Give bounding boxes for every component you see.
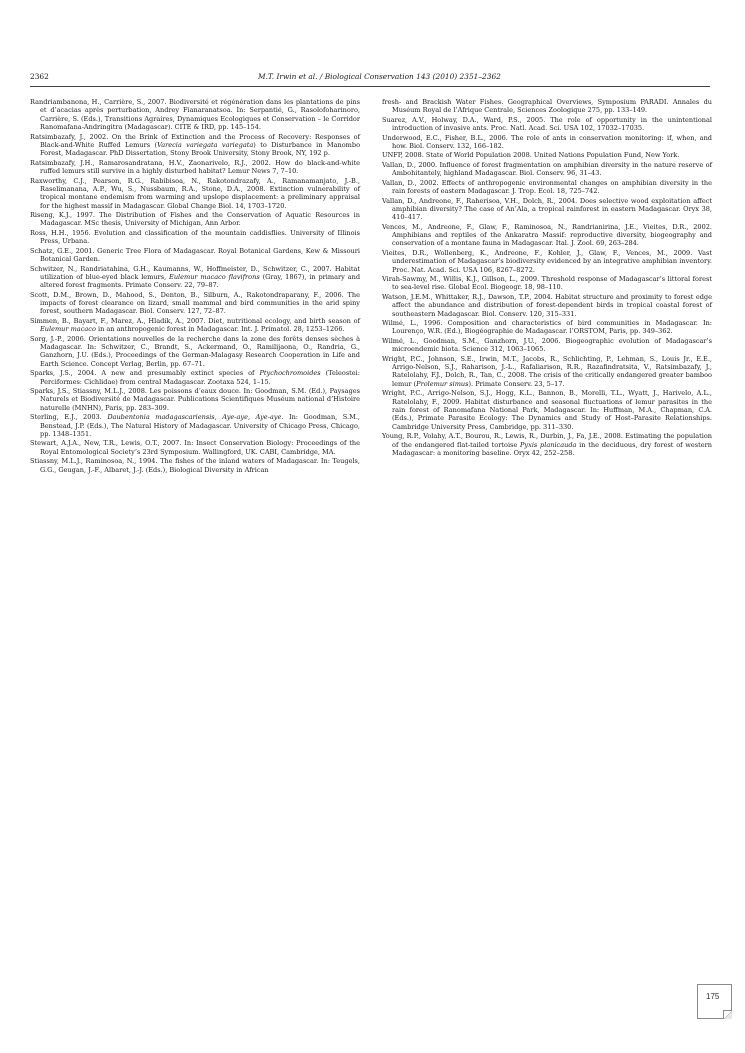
header-rule xyxy=(30,86,710,87)
reference-entry xyxy=(382,337,712,354)
reference-entry xyxy=(382,197,712,222)
reference-entry xyxy=(30,335,360,368)
reference-text: Riseng, K.J., 1997. The Distribution of Fishes and the Conservation of Aquatic Resources in Madagascar. MSc thesis, University of Michigan, Ann Arbor. xyxy=(30,211,360,228)
reference-text: Randriambanona, H., Carrière, S., 2007. Biodiversité et régénération dans les plantations de pins et d’acacias après perturbation, Andrey Fianaranatsoa. In: Serpantié, G., Rasolofoharinoro, Carrière, S. (Eds.), Transitions Agraires, Dynamiques Ecologiques et Conservation – le Corridor Ranomafana-Andringitra (Madagascar). CITE & IRD, pp. 145–154. xyxy=(30,98,360,132)
reference-text: Wilmé, L., Goodman, S.M., Ganzhorn, J.U., 2006. Biogeographic evolution of Madagascar’s microendemic biota. Science 312, 1063–1065. xyxy=(382,336,712,354)
reference-text: Stewart, A.J.A., New, T.R., Lewis, O.T., 2007. In: Insect Conservation Biology: Proceedings of the Royal Entomological Society’s 23rd Symposium. Wallingford, UK. CABI, Cambridge, MA. xyxy=(30,439,360,456)
reference-text-tail: in an anthropogenic forest in Madagascar. Int. J. Primatol. 28, 1253–1266. xyxy=(95,325,345,334)
reference-text: Sorg, J.-P., 2006. Orientations nouvelles de la recherche dans la zone des forêts denses sèches à Madagascar. In: Schwitzer, C., Brandt, S., Ackermand, O., Ramilijaona, O., Randria, G., Ganzhorn, J.U. (Eds.), Proceedings of the German-Malagasy Research Cooperation in Life and Earth Science. Concept Verlag, Berlin, pp. 67–71. xyxy=(30,334,360,368)
reference-text: Vallan, D., 2000. Influence of forest fragmentation on amphibian diversity in the nature reserve of Ambohitantely, highland Madagascar. Biol. Conserv. 96, 31–43. xyxy=(382,160,712,178)
reference-entry xyxy=(382,116,712,133)
reference-entry xyxy=(382,151,712,159)
reference-text: Ross, H.H., 1956. Evolution and classification of the mountain caddisflies. University of Illinois Press, Urbana. xyxy=(30,228,360,246)
reference-entry xyxy=(382,161,712,178)
reference-entry xyxy=(30,369,360,386)
reference-italic-text: Ptychochromoides xyxy=(259,369,321,378)
reference-text-tail: . In: Goodman, S.M., Benstead, J.P. (Eds.), The Natural History of Madagascar. University of Chicago Press, Chicago, pp. 1348–1351. xyxy=(40,413,360,438)
reference-text: Wright, P.C., Arrigo-Nelson, S.J., Hogg, K.L., Bannon, B., Morelli, T.L., Wyatt, J., Harivelo, A.L., Ratelolahy, F., 2009. Habitat disturbance and seasonal fluctuations of lemur parasites in the rain forest of Ranomafana National Park, Madagascar. In: Huffman, M.A., Chapman, C.A. (Eds.), Primate Parasite Ecology: The Dynamics and Study of Host–Parasite Relationships. Cambridge University Press, Cambridge, pp. 311–330. xyxy=(382,389,712,431)
reference-text: fresh- and Brackish Water Fishes. Geographical Overviews, Symposium PARADI. Annales du Muséum Royal de l’Afrique Centrale, Sciences Zoologique 275, pp. 133–149. xyxy=(382,98,712,115)
running-head: M.T. Irwin et al. / Biological Conservation 143 (2010) 2351–2362 xyxy=(258,72,501,81)
reference-text: Schwitzer, N., Randriatahina, G.H., Kaumanns, W., Hoffmeister, D., Schwitzer, C., 2007. Habitat utilization of blue-eyed black lemurs, xyxy=(30,264,360,281)
reference-text: UNFP, 2008. State of World Population 2008. United Nations Population Fund, New York. xyxy=(382,151,680,160)
page-stamp-number: 175 xyxy=(706,992,720,1001)
reference-text: Sparks, J.S., Stiassny, M.L.J., 2008. Les poissons d’eaux douce. In: Goodman, S.M. (Ed.), Paysages Naturels et Biodiversité de Madagascar. Publications Scientifiques Muséum national d’Histoire naturelle (MNHN), Paris, pp. 283–309. xyxy=(30,387,360,412)
reference-entry xyxy=(30,317,360,334)
reference-text: Suarez, A.V., Holway, D.A., Ward, P.S., 2005. The role of opportunity in the unintentional introduction of invasive ants. Proc. Natl. Acad. Sci. USA 102, 17032–17035. xyxy=(382,115,712,133)
reference-entry xyxy=(30,265,360,290)
reference-entry xyxy=(30,457,360,474)
reference-entry xyxy=(30,211,360,228)
reference-italic-text: Pyxis planicauda xyxy=(520,440,577,449)
reference-italic-text: Prolemur simus xyxy=(416,379,469,388)
reference-text-tail: (Gray, 1867), in primary and altered forest fragments. Primate Conserv. 22, 79–87. xyxy=(40,272,361,290)
reference-entry xyxy=(30,177,360,210)
reference-entry xyxy=(382,293,712,318)
reference-entry xyxy=(382,134,712,151)
reference-entry xyxy=(30,387,360,412)
reference-text: Vieites, D.R., Wollenberg, K., Andreone, F., Kohler, J., Glaw, F., Vences, M., 2009. Vast underestimation of Madagascar’s biodiversity evidenced by an integrative amphibian inventory. Proc. Nat. Acad. Sci. USA 106, 8267–8272. xyxy=(382,248,712,274)
reference-entry xyxy=(30,229,360,246)
reference-text: Simmen, B., Bayart, F., Marez, A., Hladik, A., 2007. Diet, nutritional ecology, and birth season of xyxy=(30,316,360,325)
reference-text: Stiassny, M.L.J., Raminosoa, N., 1994. The fishes of the inland waters of Madagascar. In: Teugels, G.G., Geugan, J.-F., Albaret, J.-J. (Eds.), Biological Diversity in African xyxy=(30,457,360,474)
reference-text-tail: ) to Disturbance in Manombo Forest, Madagascar. PhD Dissertation, Stony Brook University, Stony Brook, NY, 192 p. xyxy=(40,140,361,158)
page-number: 2362 xyxy=(30,72,49,81)
reference-entry xyxy=(382,179,712,196)
page-stamp xyxy=(697,984,732,1019)
reference-text: Schatz, G.E., 2001. Generic Tree Flora of Madagascar. Royal Botanical Gardens, Kew & Missouri Botanical Garden. xyxy=(30,246,360,264)
reference-text-tail: ). Primate Conserv. 23, 5–17. xyxy=(468,379,565,388)
reference-text: Watson, J.E.M., Whittaker, R.J., Dawson, T.P., 2004. Habitat structure and proximity to forest edge affect the abundance and distribution of forest-dependent birds in tropical coastal forest of southeastern Madagascar. Biol. Conserv. 120, 315–331. xyxy=(382,292,712,318)
reference-entry xyxy=(382,249,712,274)
reference-text-tail: in the deciduous, dry forest of western Madagascar: a monitoring baseline. Oryx 42, 252–258. xyxy=(392,440,712,457)
reference-entry xyxy=(382,275,712,292)
reference-text: Vallan, D., Andreone, F., Raherisoa, V.H., Dolch, R., 2004. Does selective wood exploitation affect amphibian diversity? The case of An’Ala, a tropical rainforest in eastern Madagascar. Oryx 38, 410–417. xyxy=(382,196,712,222)
reference-text: Sterling, E.J., 2003. xyxy=(30,413,108,422)
reference-entry xyxy=(382,355,712,388)
reference-entry xyxy=(382,98,712,115)
reference-italic-text: Eulemur macaco flavifrons xyxy=(169,272,260,281)
reference-entry xyxy=(382,223,712,248)
page-header xyxy=(30,71,710,87)
reference-entry xyxy=(30,413,360,438)
reference-text: Wright, P.C., Johnson, S.E., Irwin, M.T., Jacobs, R., Schlichting, P., Lehman, S., Louis Jr., E.E., Arrigo-Nelson, S.J., Raharison, J.-L., Rafaliarison, R.R., Razafindratsita, V., Ratsimbazafy, J., Ratelolahy, F.J., Dolch, R., Tan, C., 2008. The crisis of the critically endangered greater bamboo lemur ( xyxy=(382,354,712,388)
reference-entry xyxy=(382,432,712,457)
reference-text: Vences, M., Andreone, F., Glaw, F., Raminosoa, N., Randrianirina, J.E., Vieites, D.R., 2002. Amphibians and reptiles of the Ankaratra Massif: reproductive diversity, biogeography and conservation of a montane fauna in Madagascar. Ital. J. Zool. 69, 263–284. xyxy=(382,222,712,248)
reference-entry xyxy=(382,319,712,336)
reference-entry xyxy=(30,291,360,316)
reference-text: Vallan, D., 2002. Effects of anthropogenic environmental changes on amphibian diversity in the rain forests of eastern Madagascar. J. Trop. Ecol. 18, 725–742. xyxy=(382,178,712,196)
reference-text: Scott, D.M., Brown, D., Mahood, S., Denton, B., Silburn, A., Rakotondraparany, F., 2006. The impacts of forest clearance on lizard, small mammal and bird communities in the arid spiny forest, southern Madagascar. Biol. Conserv. 127, 72–87. xyxy=(30,290,360,316)
reference-entry xyxy=(30,98,360,131)
reference-text: Virah-Sawmy, M., Willis, K.J., Gillson, L., 2009. Threshold response of Madagascar’s littoral forest to sea-level rise. Global Ecol. Biogeogr. 18, 98–110. xyxy=(382,275,712,292)
reference-text: Young, R.P., Volahy, A.T., Bourou, R., Lewis, R., Durbin, J., Fa, J.E., 2008. Estimating the population of the endangered flat-tailed tortoise xyxy=(382,432,712,449)
references-column-left xyxy=(30,98,360,475)
reference-text: Wilmé, L., 1996. Composition and characteristics of bird communities in Madagascar. In: Lourenço, W.R. (Ed.), Biogéographie de Madagascar. l’ORSTOM, Paris, pp. 349–362. xyxy=(382,319,712,336)
reference-text-tail: (Teleostei: Perciformes: Cichlidae) from central Madagascar. Zootaxa 524, 1–15. xyxy=(40,369,360,386)
reference-italic-text: Eulemur macaco xyxy=(40,325,96,334)
reference-text: Ratsimbazafy, J., 2002. On the Brink of Extinction and the Process of Recovery: Responses of Black-and-White Ruffed Lemurs ( xyxy=(30,132,360,149)
reference-entry xyxy=(30,159,360,176)
reference-text: Underwood, E.C., Fisher, B.L., 2006. The role of ants in conservation monitoring: if, when, and how. Biol. Conserv. 132, 166–182. xyxy=(382,133,712,150)
reference-text: Sparks, J.S., 2004. A new and presumably extinct species of xyxy=(30,369,260,378)
reference-text: Raxworthy, C.J., Pearson, R.G., Rabibisoa, N., Rakotondrazafy, A., Ramanamanjato, J.-B., Raselimanana, A.P., Wu, S., Nussbaum, R.A., Stone, D.A., 2008. Extinction vulnerability of tropical montane endemism from warming and upslope displacement: a preliminary appraisal for the highest massif in Madagascar. Global Change Biol. 14, 1703–1720. xyxy=(30,176,360,210)
reference-italic-text: Varecia variegata variegata xyxy=(157,140,254,149)
page-curl-icon xyxy=(723,1010,732,1019)
reference-entry xyxy=(382,389,712,431)
reference-entry xyxy=(30,439,360,456)
reference-entry xyxy=(30,247,360,264)
reference-text: Ratsimbazafy, J.H., Ramarosandratana, H.V., Zaonarivelo, R.J., 2002. How do black-and-white ruffed lemurs still survive in a highly disturbed habitat? Lemur News 7, 7–10. xyxy=(30,158,360,176)
reference-entry xyxy=(30,133,360,158)
references-column-right xyxy=(382,98,712,458)
reference-italic-text: Daubentonia madagascariensis, Aye-aye, Aye-aye xyxy=(107,413,282,422)
